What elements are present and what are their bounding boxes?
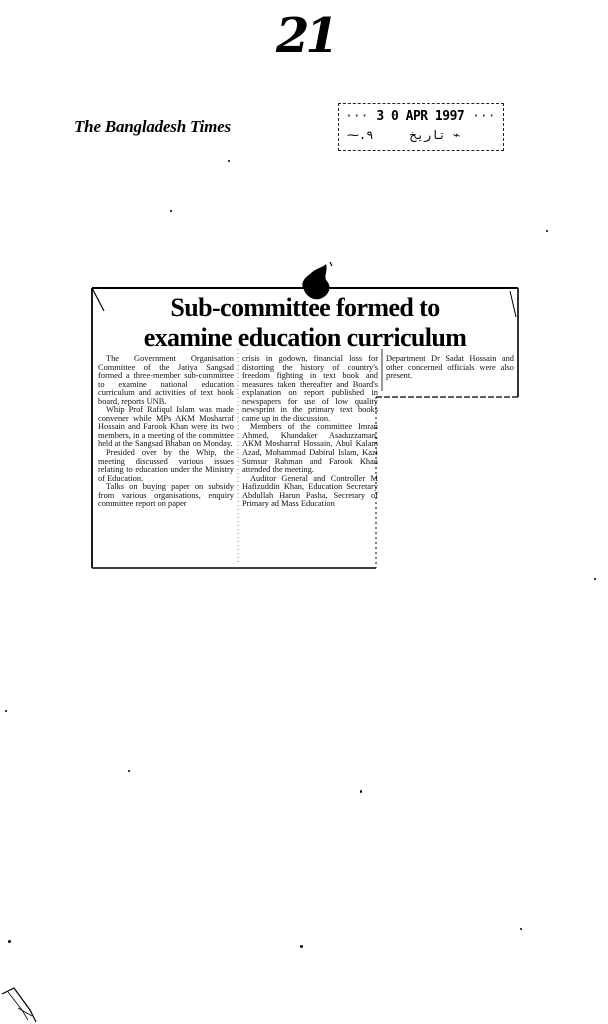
newspaper-masthead: The Bangladesh Times: [74, 117, 231, 136]
handwritten-page-number: 21: [276, 8, 335, 64]
scan-speck: [300, 945, 303, 948]
scan-speck: [228, 160, 230, 162]
scan-speck: [170, 210, 172, 212]
article-column-2: [242, 355, 378, 509]
date-stamp-marks-row: [347, 128, 460, 142]
paragraph: Department Dr Sadat Hossain and other concerned officials were also present.: [386, 354, 514, 381]
paragraph: Presided over by the Whip, the meeting discussed various issues relating to education under the Ministry of Education.: [98, 448, 234, 483]
scan-speck: [5, 710, 7, 712]
article-headline: [90, 293, 520, 353]
stamp-mark-left: ⁓.۹: [347, 128, 374, 142]
scan-speck: [594, 578, 596, 580]
stamp-mark-right: تاريخ ⌁: [409, 128, 461, 142]
scan-speck: [360, 790, 362, 793]
paragraph: Talks on buying paper on subsidy from various organisations, enquiry committee report on paper: [98, 482, 234, 509]
date-stamp: [338, 103, 504, 151]
page-corner-fold-icon: [0, 980, 44, 1024]
scan-speck: [520, 928, 522, 930]
scan-speck: [546, 230, 548, 232]
paragraph: Whip Prof Rafiqul Islam was made convener while MPs AKM Mosharraf Hossain and Farook Khan were its two members, in a meeting of the committee held at the Sangsad Bhaban on Monday.: [98, 405, 234, 449]
paragraph: Members of the committee Imran Ahmed, Khandaker Asaduzzaman, AKM Mosharraf Hossain, Abul Kalam Azad, Mohammad Dabirul Islam, Kazi Sumsur Rahman and Farook Khan attended the meeting.: [242, 422, 378, 475]
stamp-date: 3 0 APR 1997: [376, 109, 465, 124]
headline-line-2: examine education curriculum: [143, 323, 467, 352]
paragraph: Auditor General and Controller M Hafizuddin Khan, Education Secretary Abdullah Harun Pasha, Secretary of Primary ad Mass Education: [242, 473, 378, 509]
paragraph: The Government Organisation Committee of the Jatiya Sangsad formed a three-member sub-committee to examine national education curriculum and activities of text book board, reports UNB.: [98, 354, 234, 406]
scan-speck: [8, 940, 11, 943]
article-column-1: [98, 355, 234, 509]
date-stamp-date-row: ··· 3 0 APR 1997 ···: [345, 109, 496, 124]
paragraph: crisis in godown, financial loss for distorting the history of country's freedom fighting in text book and measures taken thereafter and Board's explanation on report published in newspapers for use of low quality newsprint in the primary text books came up in the discussion.: [242, 354, 378, 423]
article-column-3: [386, 355, 514, 381]
headline-line-1: Sub-committee formed to: [170, 293, 440, 322]
scan-speck: [128, 770, 130, 772]
newspaper-clipping: [90, 287, 520, 570]
